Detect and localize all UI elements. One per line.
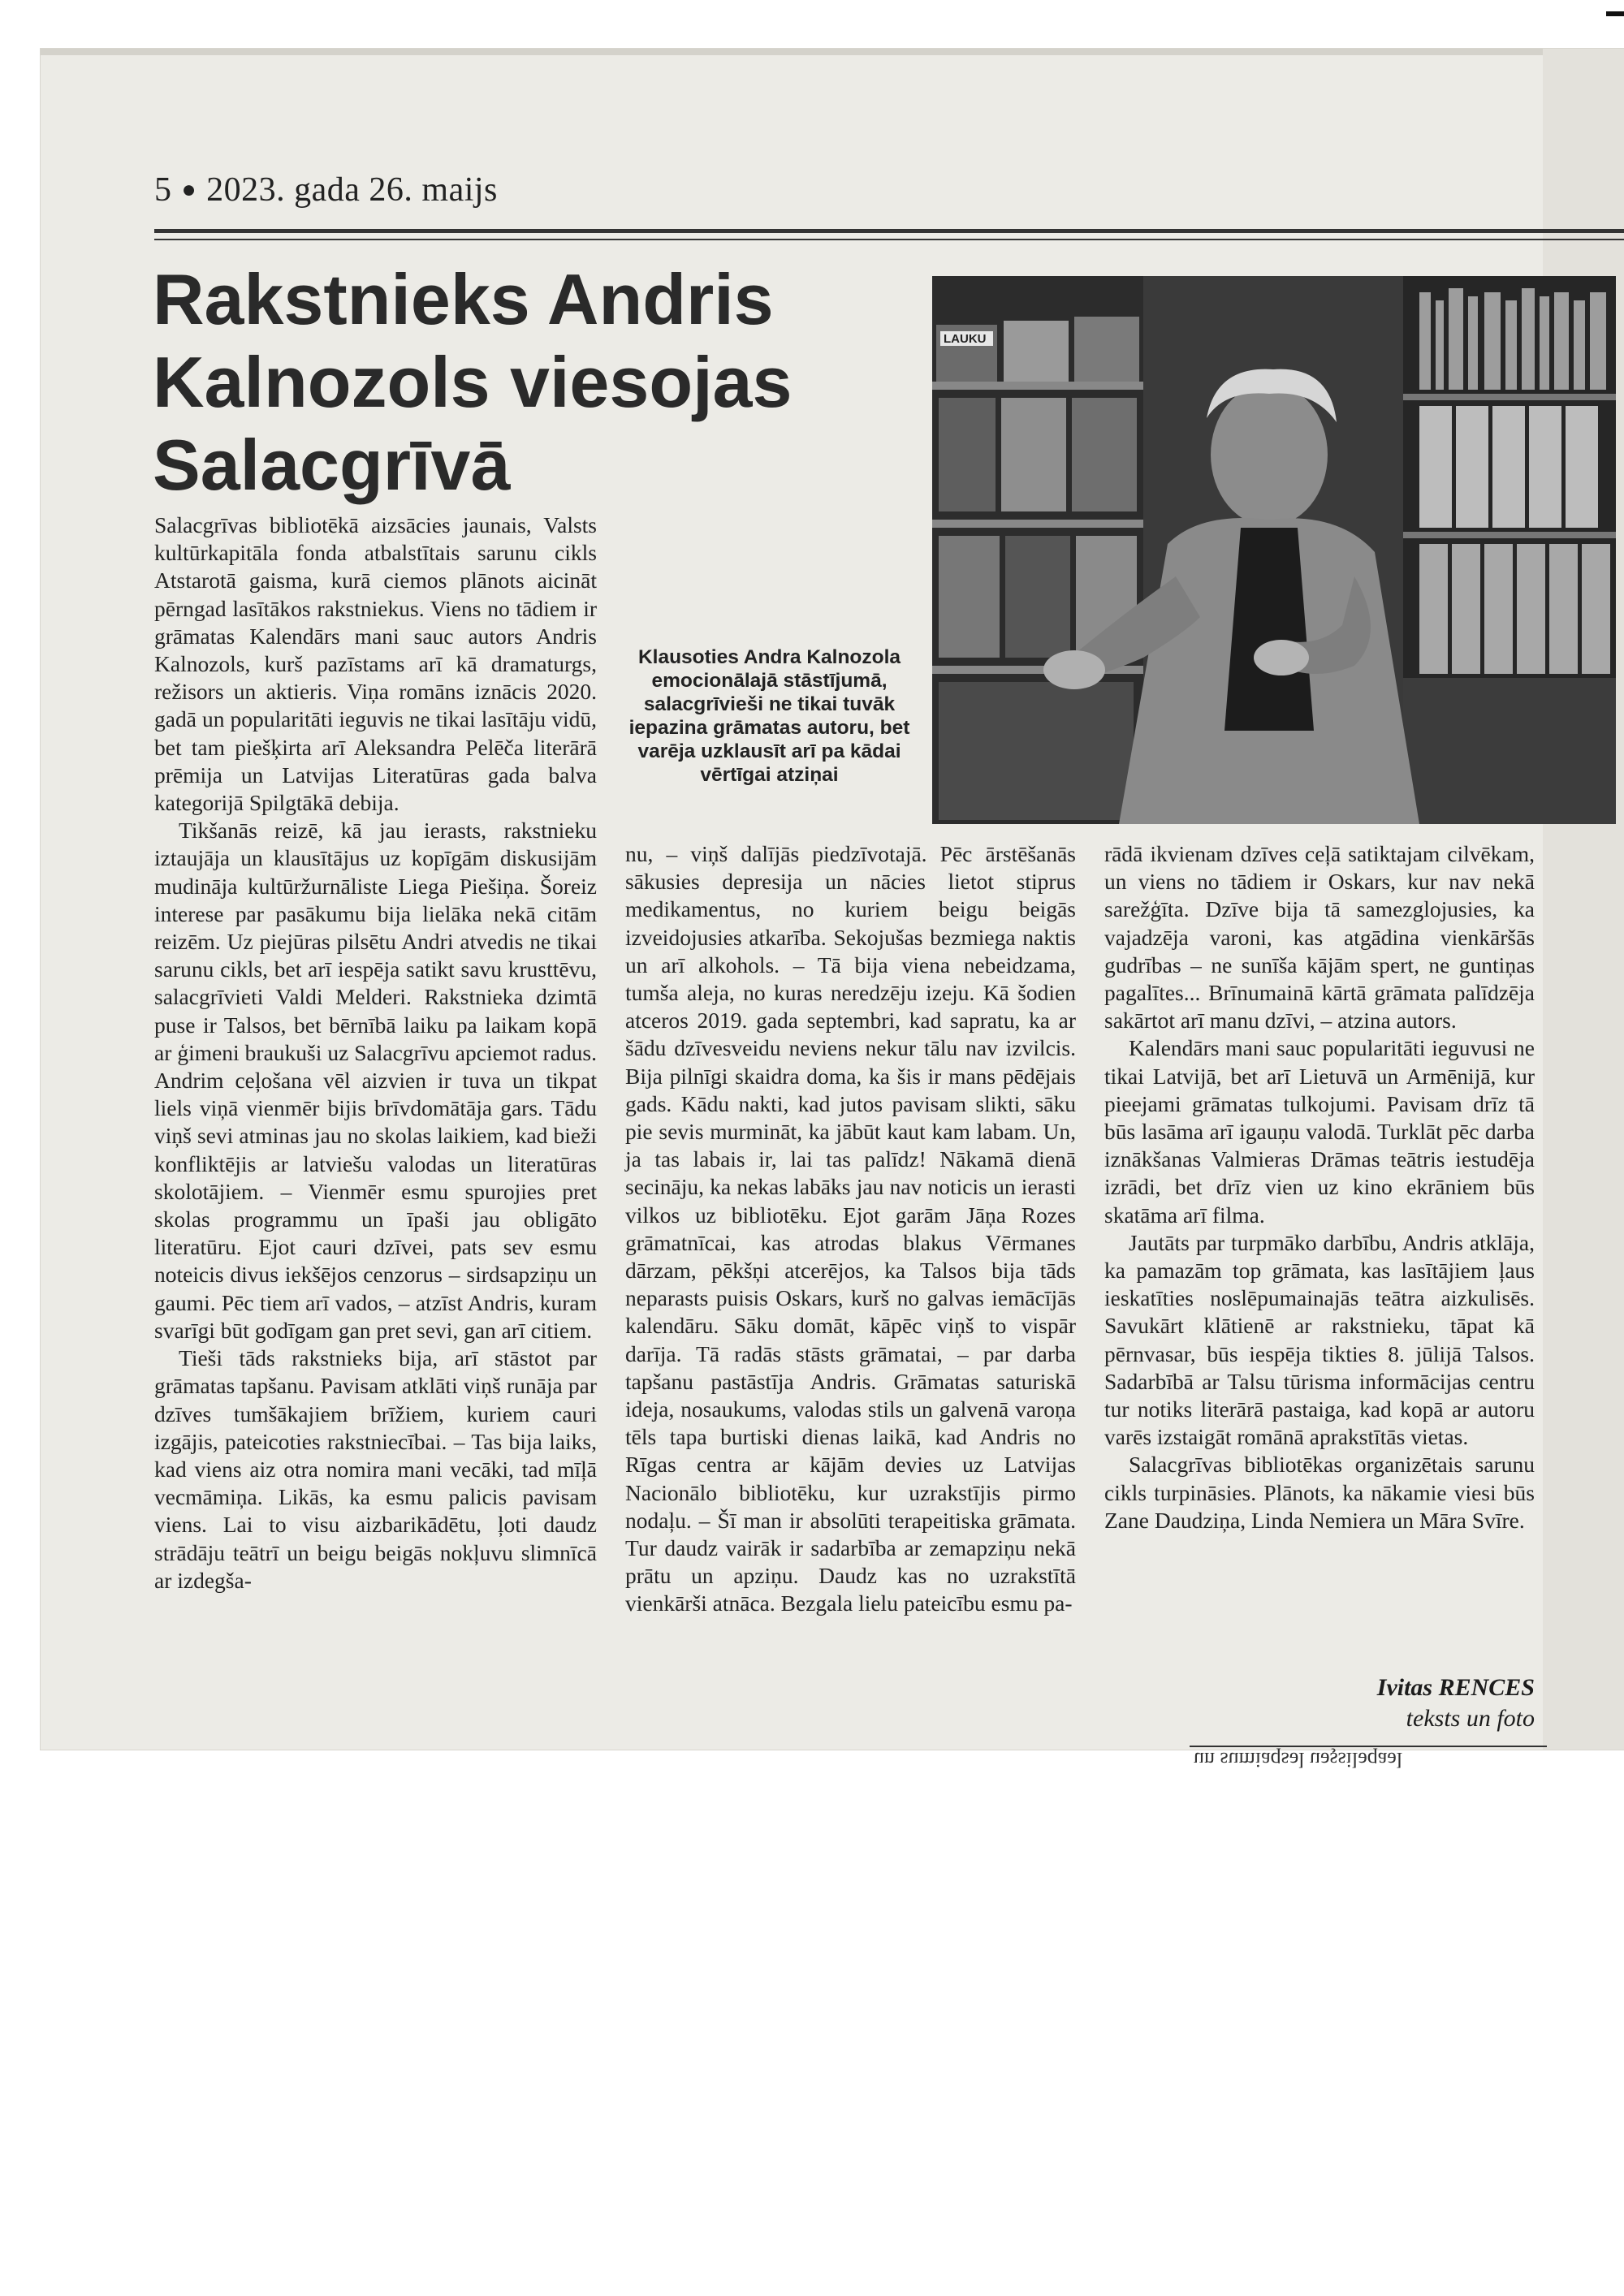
article-column-3 [1104, 840, 1535, 1534]
paragraph: Salacgrīvas bibliotēkā aizsācies jaunais, Valsts kultūrkapitāla fonda atbalstītais sarunu cikls Atstarotā gaisma, kurā ciemos plānots aicināt pērngad lasītākos rakstniekus. Viens no tādiem ir grāmatas Kalendārs mani sauc autors Andris Kalnozols, kurš pazīstams arī kā dramaturgs, režisors un aktieris. Viņa romāns iznācis 2020. gadā un popularitāti ieguvis ne tikai lasītāju vidū, bet tam piešķirta arī Aleksandra Pelēča literārā prēmija un Latvijas Literatūras gada balva kategorijā Spilgtākā debija. [154, 512, 597, 816]
paragraph: rādā ikvienam dzīves ceļā satiktajam cilvēkam, un viens no tādiem ir Oskars, kur nav nekā sarežģīta. Dzīve bija tā samezglojusies, ka vajadzēja varoni, kas atgādina vienkāršās gudrības – ne sunīša kājām spert, ne guntiņas pagalītes... Brīnumainā kārtā grāmata palīdzēja sakārtot arī manu dzīvi, – atzina autors. [1104, 841, 1535, 1034]
article-column-2 [625, 840, 1076, 1618]
paragraph: Kalendārs mani sauc popularitāti ieguvusi ne tikai Latvijā, bet arī Lietuvā un Armēnijā, kur pieejami grāmatas tulkojumi. Pavisam drīz tā būs lasāma arī igauņu valodā. Turklāt pēc darba iznākšanas Valmieras Drāmas teātris iestudēja izrādi, bet drīz vien uz kino ekrāniem būs skatāma arī filma. [1104, 1035, 1535, 1228]
header-rule-thin [154, 239, 1624, 240]
dateline [154, 170, 498, 209]
author-role: teksts un foto [1406, 1705, 1535, 1732]
paragraph: Jautāts par turpmāko darbību, Andris atklāja, ka pamazām top grāmata, kas lasītājiem ļaus ieskatīties noslēpumainajās teātra aizkulisēs. Savukārt klātienē ar rakstnieku, tāpat kā pērnvasar, būs iespēja tikties 8. jūlijā Talsos. Sadarbībā ar Talsu tūrisma informācijas centru tur notiks literārā pastaiga, kad kopā ar autoru varēs izstaigāt romānā aprakstītās vietas. [1104, 1229, 1535, 1450]
paragraph: Salacgrīvas bibliotēkas organizētais sarunu cikls turpināsies. Plānots, ka nākamie viesi būs Zane Daudziņa, Linda Nemiera un Māra Svīre. [1104, 1452, 1535, 1533]
bullet-icon: ● [181, 176, 197, 203]
shelf-sign: LAUKU [944, 332, 987, 346]
article-column-1 [154, 511, 597, 1595]
byline [1377, 1672, 1535, 1734]
header-rule [154, 229, 1624, 233]
issue-date: 2023. gada 26. maijs [206, 171, 498, 209]
paragraph: nu, – viņš dalījās piedzīvotajā. Pēc ārstēšanās sākusies depresija un nācies lietot stiprus medikamentus, no kuriem beigu beigās izveidojusies atkarība. Sekojušas bezmiega naktis un arī alkohols. – Tā bija viena nebeidzama, tumša aleja, no kuras neredzēju izeju. Kā šodien atceros 2019. gada septembri, kad sapratu, ka ar šādu dzīvesveidu neviens nekur tālu nav izvilcis. Bija pilnīgi skaidra doma, ka šis ir mans pēdējais gads. Kādu nakti, kad jutos pavisam slikti, sāku pie sevis murmināt, ka jābūt kaut kam labam. Un, ja tas labais ir, lai tas palīdz! Nākamā dienā secināju, ka nekas labāks jau nav noticis un ierasti vilkos uz bibliotēku. Ejot garām Jāņa Rozes grāmatnīcai, kas atrodas blakus Vērmanes dārzam, pēkšņi atcerējos, ka Talsos bija tāds neparasts puisis Oskars, kurš no galvas iemācījās kalendāru. Sāku domāt, kāpēc viņš to vispār darīja. Tā radās stāsts grāmatai, – par darba tapšanu pastāstīja Andris. Grāmatas saturiskā ideja, nosaukums, valodas stils un galvenā varoņa tēls tapa burtiski dienas laikā, kad Andris no Rīgas centra ar kājām devies uz Latvijas Nacionālo bibliotēku, kur uzrakstījis pirmo nodaļu. – Šī man ir absolūti terapeitiska grāmata. Tur daudz vairāk ir sadarbība ar zemapziņu nekā prātu un apziņu. Daudz kas no uzrakstītā vienkārši atnāca. Bezgala lielu pateicību esmu pa- [625, 841, 1076, 1616]
page-number: 5 [154, 171, 172, 209]
paragraph: Tieši tāds rakstnieks bija, arī stāstot par grāmatas tapšanu. Pavisam atklāti viņš runāja par dzīves tumšākajiem brīžiem, kuriem cauri izgājis, pateicoties rakstniecībai. – Tas bija laiks, kad viens aiz otra nomira mani vecāki, tad mīļā vecmāmiņa. Likās, ka esmu palicis pavisam viens. Lai to visu aizbarikādētu, ļoti daudz strādāju teātrī un beigu beigās nokļuvu slimnīcā ar izdegša- [154, 1345, 597, 1593]
author-name: Ivitas RENCES [1376, 1674, 1535, 1701]
article-photo [932, 276, 1616, 824]
paragraph: Tikšanās reizē, kā jau ierasts, rakstnieku iztaujāja un klausītājus uz kopīgām diskusijām mudināja kultūržurnāliste Liega Piešiņa. Šoreiz interese par pasākumu bija lielāka nekā citām reizēm. Uz piejūras pilsētu Andri atvedis ne tikai sarunu cikls, bet arī iespēja satikt savu krusttēvu, salacgrīvieti Valdi Melderi. Rakstnieka dzimtā puse ir Talsos, bet bērnībā laiku pa laikam kopā ar ģimeni braukuši uz Salacgrīvu apciemot radus. Andrim ceļošana vēl aizvien ir tuva un tikpat liels viņā vienmēr bijis brīvdomātāja gars. Tādu viņš sevi atminas jau no skolas laikiem, kad bieži konfliktējis ar latviešu valodas un literatūras skolotājiem. – Vienmēr esmu spurojies pret skolas programmu un īpaši jau obligāto literatūru. Ejot cauri dzīvei, pats sev esmu noteicis divus iekšējos cenzorus – sirdsapziņu un gaumi. Pēc tiem arī vados, – atzīst Andris, kuram svarīgi būt godīgam gan pret sevi, gan arī citiem. [154, 818, 597, 1343]
photo-caption: Klausoties Andra Kalnozola emocionālajā stāstījumā, salacgrīvieši ne tikai tuvāk iepazina grāmatas autoru, bet varēja uzklausīt arī pa kādai vērtīgai atziņai [628, 646, 910, 786]
article-headline: Rakstnieks Andris Kalnozols viesojas Salacgrīvā [153, 259, 793, 505]
scan-mark [1606, 11, 1624, 16]
next-page-text: un sumiaqsəl uəşsiləqaəl [1194, 1748, 1403, 1772]
